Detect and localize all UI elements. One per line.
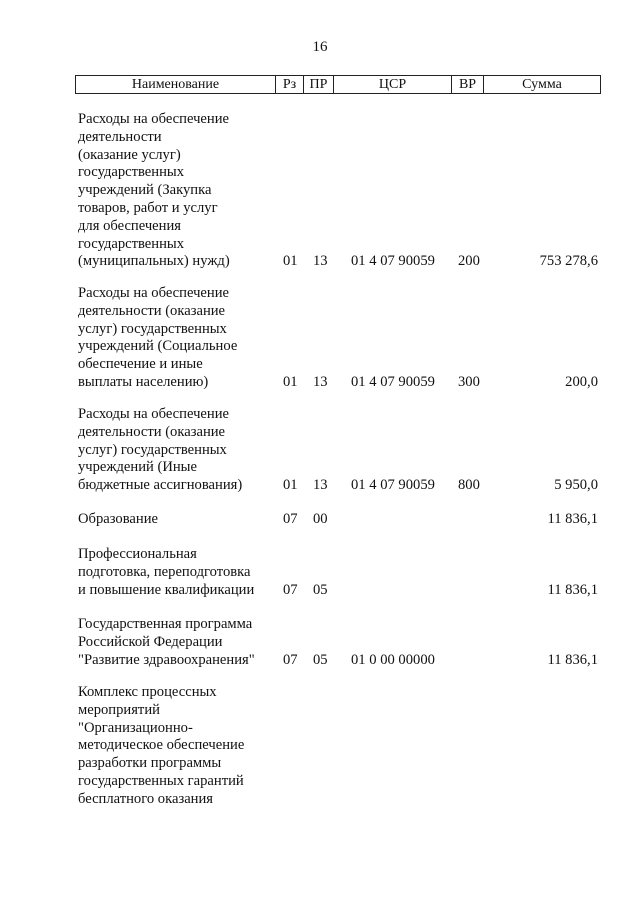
cell-csr: 01 4 07 90059 xyxy=(351,477,435,494)
cell-csr: 01 0 00 00000 xyxy=(351,651,435,668)
row-name-line: Расходы на обеспечение xyxy=(78,285,229,301)
row-name xyxy=(78,546,278,599)
row-name-line: услуг) государственных xyxy=(78,441,227,458)
cell-rz: 01 xyxy=(283,374,298,390)
row-name-line: государственных xyxy=(78,235,185,252)
header-pr: ПР xyxy=(304,76,334,93)
header-rz: Рз xyxy=(276,76,304,93)
row-name-line: деятельности (оказание xyxy=(78,302,226,319)
cell-pr: 13 xyxy=(313,477,328,494)
cell-pr: 13 xyxy=(313,253,328,270)
row-name-line: государственных гарантий xyxy=(78,772,244,789)
row-name-line: услуг) государственных xyxy=(78,320,227,337)
row-name xyxy=(78,616,278,669)
row-name-line: товаров, работ и услуг xyxy=(78,199,218,216)
row-name-line: Комплекс процессных xyxy=(78,684,217,700)
row-name-line: и повышение квалификации xyxy=(78,581,255,598)
row-name-line: (муниципальных) нужд) xyxy=(78,253,230,270)
row-name-line: деятельности (оказание xyxy=(78,423,226,440)
header-vr: ВР xyxy=(452,76,484,93)
header-sum: Сумма xyxy=(522,77,562,92)
row-name xyxy=(78,511,278,529)
row-name-line: Профессиональная xyxy=(78,546,197,562)
cell-sum: 5 950,0 xyxy=(554,477,598,494)
cell-csr: 01 4 07 90059 xyxy=(351,374,435,390)
cell-rz: 07 xyxy=(283,651,298,668)
table-header xyxy=(75,75,601,94)
cell-pr: 00 xyxy=(313,511,328,527)
row-name-line: выплаты населению) xyxy=(78,373,209,390)
row-name-line: методическое обеспечение xyxy=(78,737,245,754)
row-name-line: Образование xyxy=(78,511,158,527)
row-name-line: учреждений (Закупка xyxy=(78,182,212,199)
cell-rz: 01 xyxy=(283,253,298,270)
row-name xyxy=(78,111,278,271)
cell-sum: 11 836,1 xyxy=(547,651,598,668)
row-name-line: "Организационно- xyxy=(78,719,193,736)
cell-vr: 800 xyxy=(458,477,480,494)
cell-pr: 05 xyxy=(313,651,328,668)
cell-sum: 753 278,6 xyxy=(539,253,598,270)
row-name-line: Государственная программа xyxy=(78,616,253,632)
cell-sum: 11 836,1 xyxy=(547,511,598,527)
header-name: Наименование xyxy=(76,76,276,93)
page-number: 16 xyxy=(312,39,328,55)
row-name-line: подготовка, переподготовка xyxy=(78,563,251,580)
cell-sum: 11 836,1 xyxy=(547,581,598,598)
row-name-line: деятельности xyxy=(78,128,162,145)
row-name-line: "Развитие здравоохранения" xyxy=(78,651,255,668)
row-name-line: для обеспечения xyxy=(78,217,181,234)
cell-rz: 01 xyxy=(283,477,298,494)
row-name-line: учреждений (Социальное xyxy=(78,338,238,355)
cell-rz: 07 xyxy=(283,511,298,527)
row-name xyxy=(78,406,278,495)
row-name-line: разработки программы xyxy=(78,755,222,772)
row-name xyxy=(78,684,278,809)
cell-pr: 13 xyxy=(313,374,328,390)
row-name-line: Расходы на обеспечение xyxy=(78,406,229,422)
cell-vr: 300 xyxy=(458,374,480,390)
cell-rz: 07 xyxy=(283,581,298,598)
cell-csr: 01 4 07 90059 xyxy=(351,253,435,270)
header-csr: ЦСР xyxy=(334,76,452,93)
row-name-line: (оказание услуг) xyxy=(78,146,181,163)
row-name-line: обеспечение и иные xyxy=(78,356,203,373)
cell-vr: 200 xyxy=(458,253,480,270)
row-name-line: учреждений (Иные xyxy=(78,459,197,476)
row-name xyxy=(78,285,278,392)
cell-pr: 05 xyxy=(313,581,328,598)
row-name-line: Российской Федерации xyxy=(78,633,223,650)
row-name-line: бесплатного оказания xyxy=(78,790,214,807)
row-name-line: мероприятий xyxy=(78,701,160,718)
cell-sum: 200,0 xyxy=(565,374,598,390)
row-name-line: Расходы на обеспечение xyxy=(78,111,229,127)
row-name-line: государственных xyxy=(78,164,185,181)
row-name-line: бюджетные ассигнования) xyxy=(78,477,243,494)
